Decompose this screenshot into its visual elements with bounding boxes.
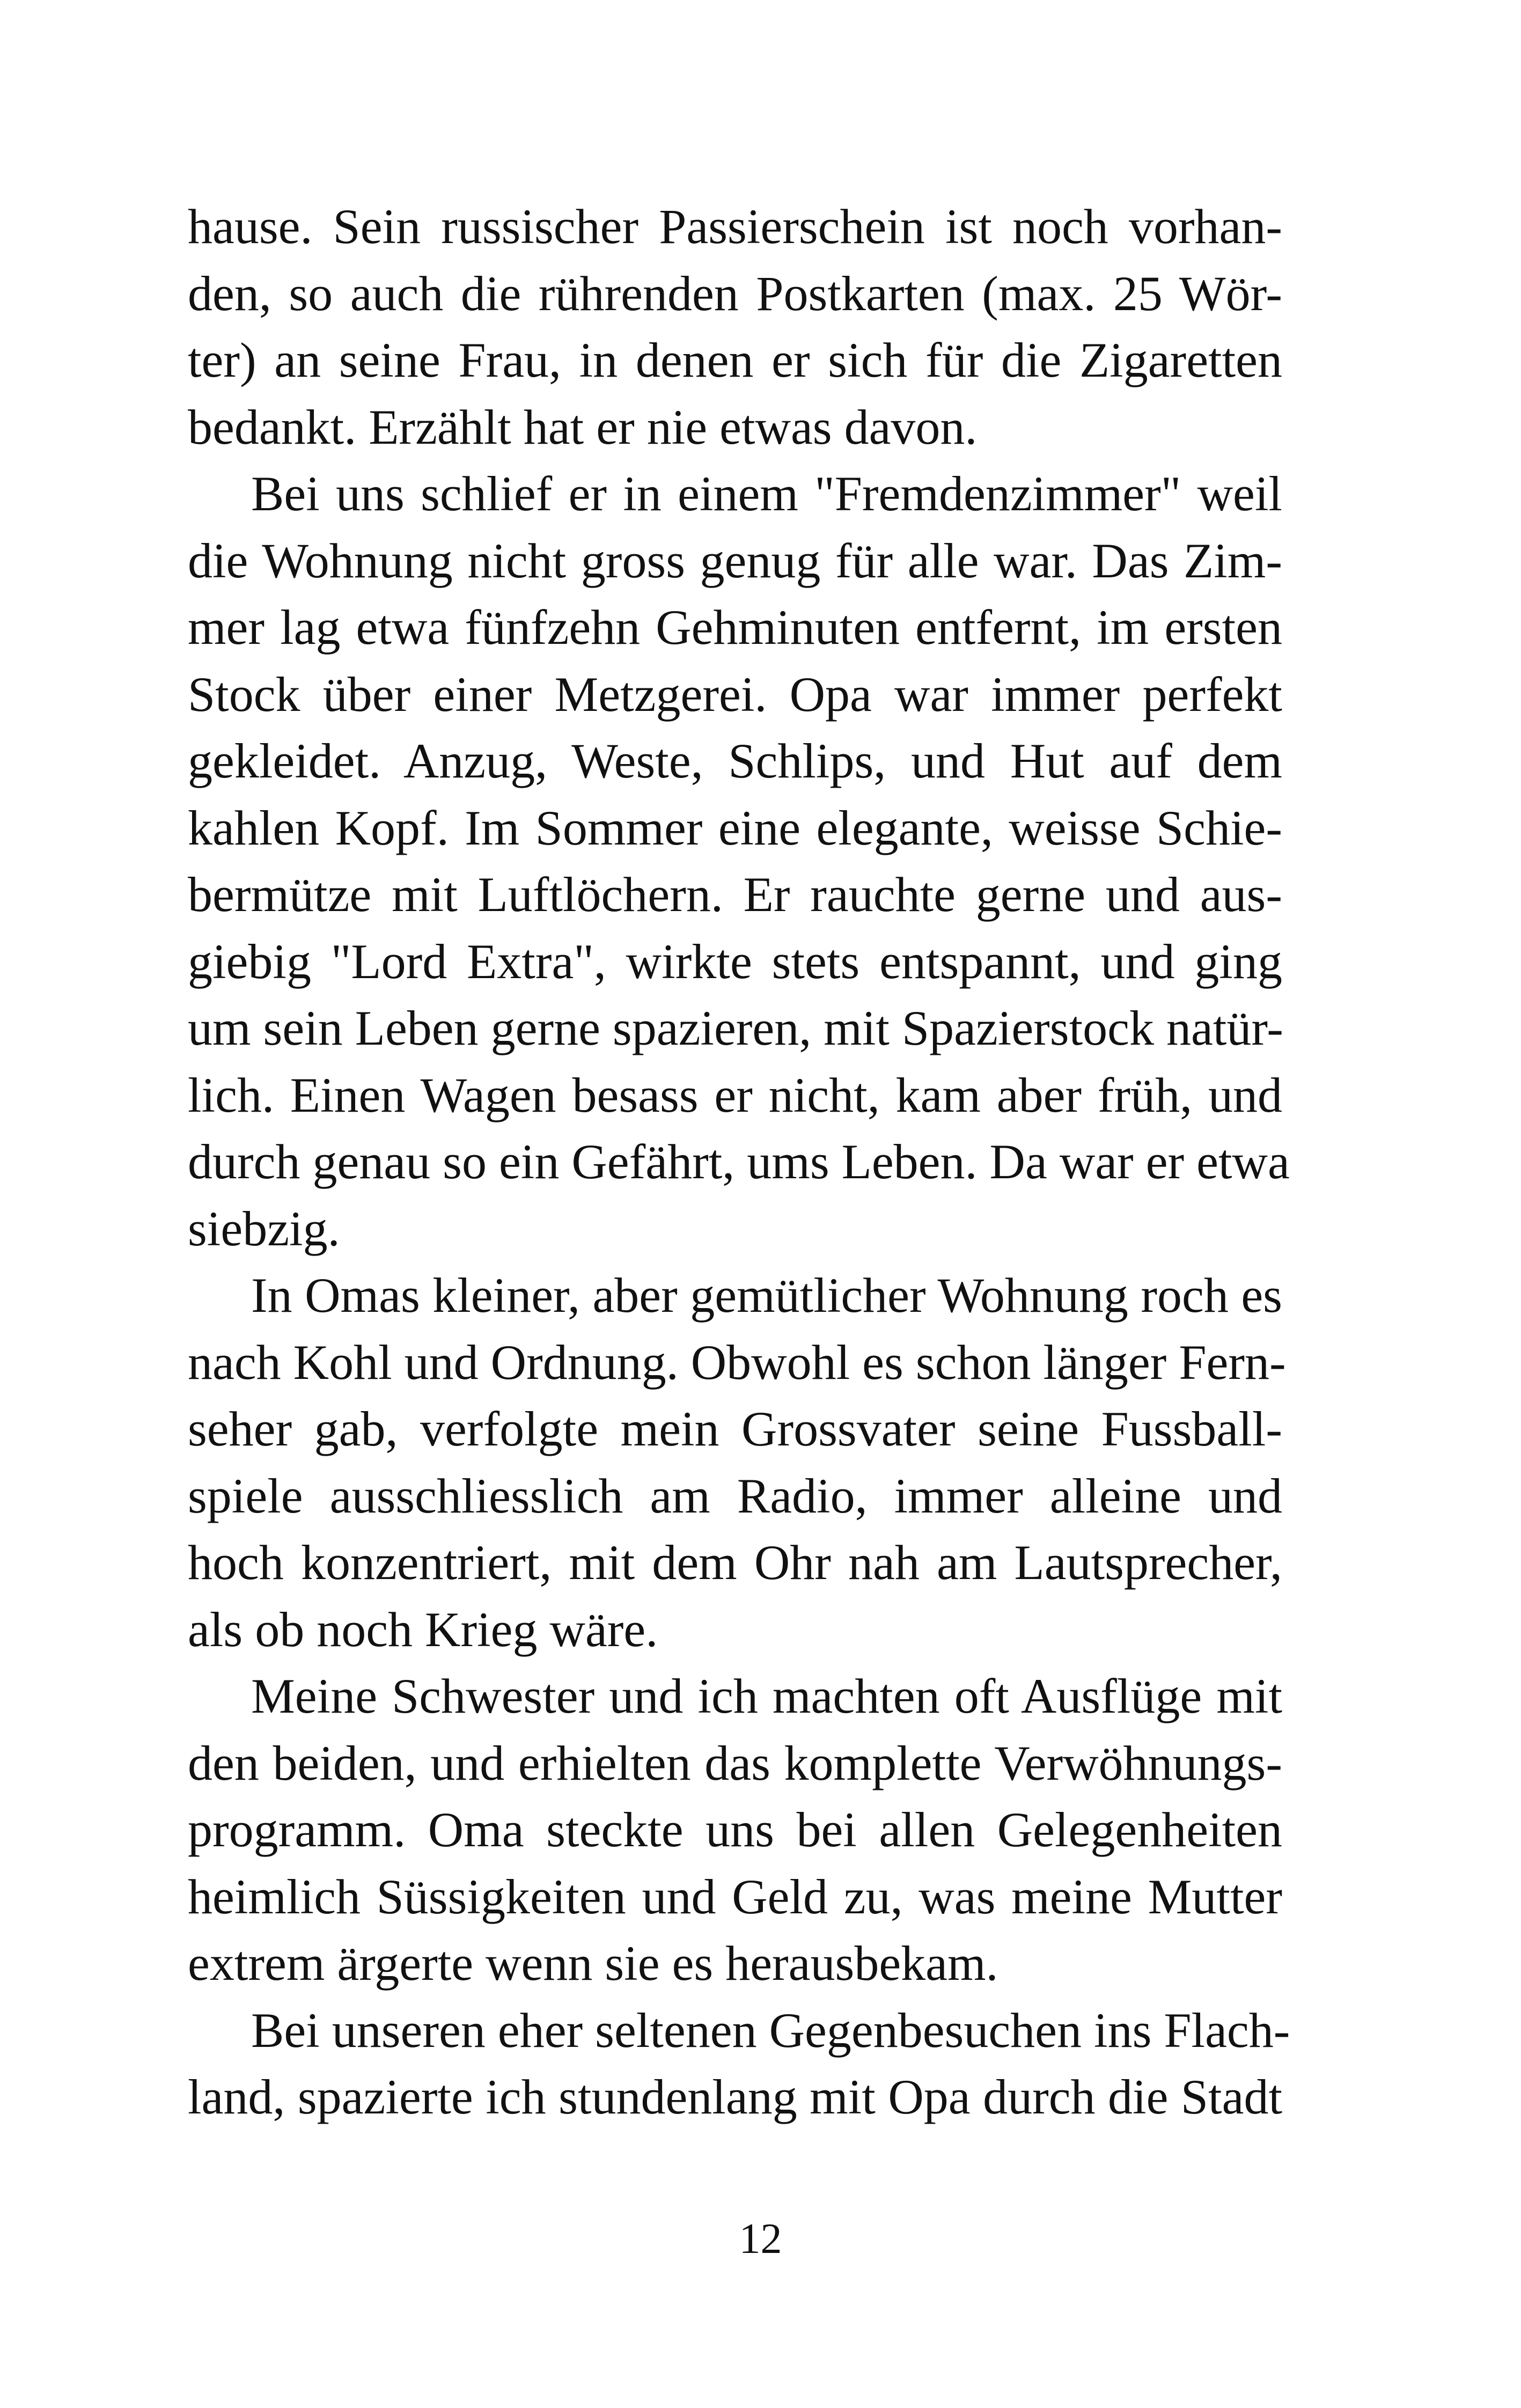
text-line: bedankt. Erzählt hat er nie etwas davon. xyxy=(188,399,978,454)
text-line: nach Kohl und Ordnung. Obwohl es schon länger Fern- xyxy=(188,1334,1286,1390)
paragraph xyxy=(188,460,1290,1262)
text-line: um sein Leben gerne spazieren, mit Spazierstock natür- xyxy=(188,1001,1283,1055)
text-line: hoch konzentriert, mit dem Ohr nah am Lautsprecher, xyxy=(188,1535,1282,1590)
paragraph xyxy=(188,1997,1290,2131)
text-line: extrem ärgerte wenn sie es herausbekam. xyxy=(188,1936,998,1991)
text-line: durch genau so ein Gefährt, ums Leben. Da war er etwa xyxy=(188,1134,1290,1189)
text-line: als ob noch Krieg wäre. xyxy=(188,1602,658,1657)
paragraph xyxy=(188,1663,1282,1997)
body-text xyxy=(188,193,1290,2131)
text-line: heimlich Süssigkeiten und Geld zu, was meine Mutter xyxy=(188,1869,1282,1924)
text-line: mer lag etwa fünfzehn Gehminuten entfernt, im ersten xyxy=(188,600,1282,655)
text-line: den beiden, und erhielten das komplette Verwöhnungs- xyxy=(188,1735,1282,1790)
text-line: land, spazierte ich stundenlang mit Opa durch die Stadt xyxy=(188,2069,1282,2124)
text-line: gekleidet. Anzug, Weste, Schlips, und Hut auf dem xyxy=(188,733,1282,788)
text-line: Stock über einer Metzgerei. Opa war immer perfekt xyxy=(188,666,1282,722)
text-line: In Omas kleiner, aber gemütlicher Wohnung roch es xyxy=(251,1268,1282,1323)
text-line: die Wohnung nicht gross genug für alle war. Das Zim- xyxy=(188,533,1282,588)
text-line: giebig "Lord Extra", wirkte stets entspannt, und ging xyxy=(188,934,1282,989)
text-line: lich. Einen Wagen besass er nicht, kam aber früh, und xyxy=(188,1067,1282,1122)
text-line: programm. Oma steckte uns bei allen Gelegenheiten xyxy=(188,1802,1282,1857)
paragraph xyxy=(188,193,1282,460)
text-line: bermütze mit Luftlöchern. Er rauchte gerne und aus- xyxy=(188,867,1282,922)
text-line: Bei unseren eher seltenen Gegenbesuchen ins Flach- xyxy=(251,2002,1290,2058)
text-line: ter) an seine Frau, in denen er sich für die Zigaretten xyxy=(188,333,1282,387)
text-line: Meine Schwester und ich machten oft Ausflüge mit xyxy=(251,1669,1282,1723)
text-line: Bei uns schlief er in einem "Fremdenzimmer" weil xyxy=(251,466,1282,521)
page-number: 12 xyxy=(739,2215,782,2263)
text-line: spiele ausschliesslich am Radio, immer alleine und xyxy=(188,1468,1282,1523)
text-line: kahlen Kopf. Im Sommer eine elegante, weisse Schie- xyxy=(188,800,1282,855)
text-line: den, so auch die rührenden Postkarten (max. 25 Wör- xyxy=(188,266,1282,321)
text-line: siebzig. xyxy=(188,1201,340,1256)
text-line: seher gab, verfolgte mein Grossvater seine Fussball- xyxy=(188,1401,1282,1456)
text-line: hause. Sein russischer Passierschein ist noch vorhan- xyxy=(188,199,1282,254)
paragraph xyxy=(188,1262,1286,1663)
